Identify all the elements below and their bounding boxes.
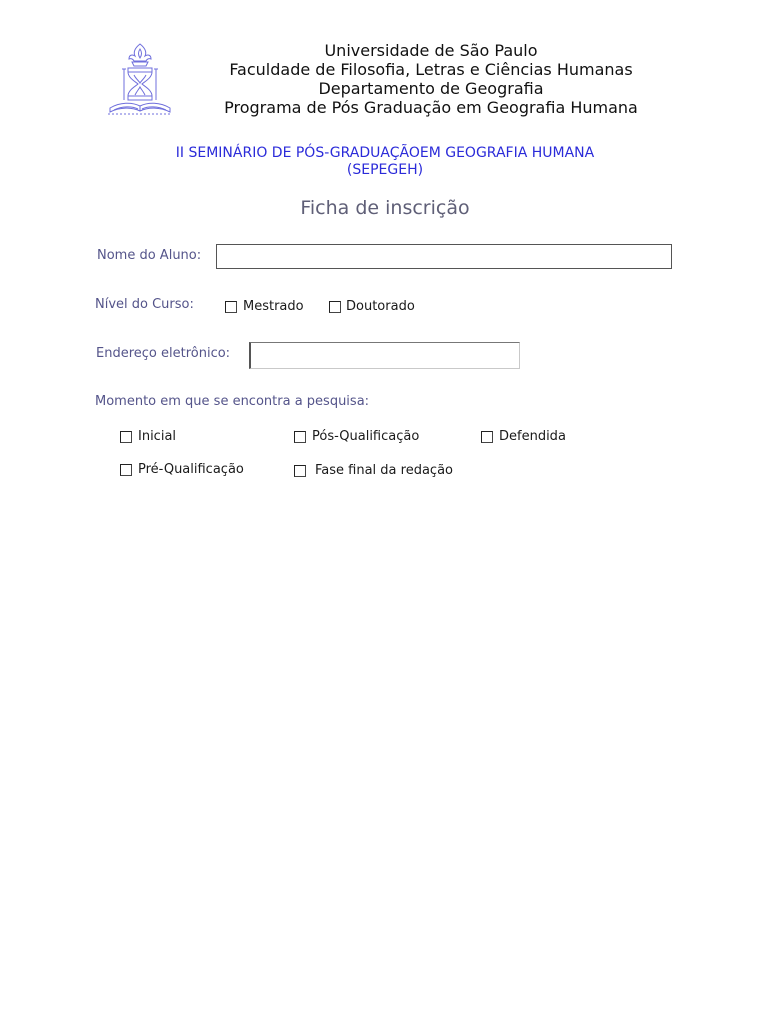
option-label-pre-qualificacao: Pré-Qualificação bbox=[138, 462, 244, 477]
nome-field[interactable] bbox=[216, 244, 672, 269]
option-label-pos-qualificacao: Pós-Qualificação bbox=[312, 429, 420, 444]
option-label-defendida: Defendida bbox=[499, 429, 566, 444]
header-department: Departamento de Geografia bbox=[318, 79, 544, 98]
option-label-fase-final: Fase final da redação bbox=[315, 463, 453, 478]
header-faculty: Faculdade de Filosofia, Letras e Ciências Humanas bbox=[229, 60, 633, 79]
email-label: Endereço eletrônico: bbox=[96, 346, 231, 361]
checkbox-icon[interactable] bbox=[225, 301, 237, 313]
header-program: Programa de Pós Graduação em Geografia Humana bbox=[224, 98, 638, 117]
institution-header bbox=[200, 41, 662, 117]
checkbox-icon[interactable] bbox=[120, 464, 132, 476]
form-title: Ficha de inscrição bbox=[300, 197, 470, 219]
seminar-title-line1: II SEMINÁRIO DE PÓS-GRADUAÇÃOEM GEOGRAFIA HUMANA bbox=[175, 145, 595, 161]
checkbox-pre-qualificacao[interactable] bbox=[120, 462, 244, 478]
checkbox-icon[interactable] bbox=[329, 301, 341, 313]
email-field[interactable] bbox=[249, 342, 520, 369]
option-label-inicial: Inicial bbox=[138, 429, 177, 444]
option-label-doutorado: Doutorado bbox=[346, 299, 415, 314]
checkbox-icon[interactable] bbox=[481, 431, 493, 443]
checkbox-icon[interactable] bbox=[120, 431, 132, 443]
momento-label: Momento em que se encontra a pesquisa: bbox=[95, 394, 370, 409]
checkbox-icon[interactable] bbox=[294, 431, 306, 443]
checkbox-pos-qualificacao[interactable] bbox=[294, 429, 419, 445]
checkbox-fase-final[interactable] bbox=[294, 463, 453, 479]
nivel-label: Nível do Curso: bbox=[95, 297, 194, 312]
nome-label: Nome do Aluno: bbox=[97, 248, 202, 263]
usp-logo-icon bbox=[104, 42, 176, 120]
option-label-mestrado: Mestrado bbox=[243, 299, 304, 314]
checkbox-doutorado[interactable] bbox=[329, 299, 415, 315]
seminar-title bbox=[100, 145, 670, 179]
checkbox-icon[interactable] bbox=[294, 465, 306, 477]
checkbox-mestrado[interactable] bbox=[225, 299, 304, 315]
seminar-title-line2: (SEPEGEH) bbox=[346, 162, 424, 178]
checkbox-defendida[interactable] bbox=[481, 429, 566, 445]
header-university: Universidade de São Paulo bbox=[324, 41, 538, 60]
checkbox-inicial[interactable] bbox=[120, 429, 176, 445]
